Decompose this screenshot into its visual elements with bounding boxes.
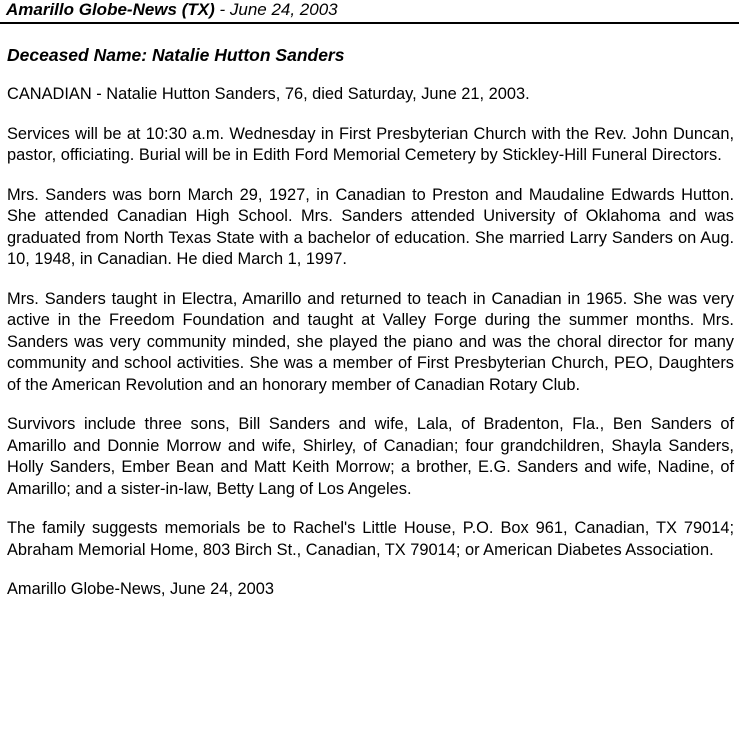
paragraph-services: Services will be at 10:30 a.m. Wednesday in First Presbyterian Church with the Rev. John Duncan, pastor, officiating. Burial will be in Edith Ford Memorial Cemetery by Stickley-Hill Funeral Directors. xyxy=(7,124,734,164)
newspaper-name: Amarillo Globe-News (TX) xyxy=(6,0,215,19)
header-separator: - xyxy=(214,0,230,19)
paragraph-memorials: The family suggests memorials be to Rachel's Little House, P.O. Box 961, Canadian, TX 79014; Abraham Memorial Home, 803 Birch St., Canadian, TX 79014; or American Diabetes Association. xyxy=(7,519,734,559)
paragraph-biography: Mrs. Sanders was born March 29, 1927, in Canadian to Preston and Maudaline Edwards Hutton. She attended Canadian High School. Mrs. Sanders attended University of Oklahoma and was graduated from North Texas State with a bachelor of education. She married Larry Sanders on Aug. 10, 1948, in Canadian. He died March 1, 1997. xyxy=(7,185,734,268)
paragraph-career: Mrs. Sanders taught in Electra, Amarillo and returned to teach in Canadian in 1965. She was very active in the Freedom Foundation and taught at Valley Forge during the summer months. Mrs. Sanders was very community minded, she played the piano and was the choral director for many community and school activities. She was a member of First Presbyterian Church, PEO, Daughters of the American Revolution and an honorary member of Canadian Rotary Club. xyxy=(7,289,734,394)
source-header xyxy=(0,0,739,24)
paragraph-source-credit: Amarillo Globe-News, June 24, 2003 xyxy=(7,580,274,598)
deceased-name-heading: Deceased Name: Natalie Hutton Sanders xyxy=(7,45,345,65)
obituary-article xyxy=(7,44,734,601)
paragraph-death-notice: CANADIAN - Natalie Hutton Sanders, 76, died Saturday, June 21, 2003. xyxy=(7,85,530,103)
paragraph-survivors: Survivors include three sons, Bill Sanders and wife, Lala, of Bradenton, Fla., Ben Sanders of Amarillo and Donnie Morrow and wife, Shirley, of Canadian; four grandchildren, Shayla Sanders, Holly Sanders, Ember Bean and Matt Keith Morrow; a brother, E.G. Sanders and wife, Nadine, of Amarillo; and a sister-in-law, Betty Lang of Los Angeles. xyxy=(7,415,734,498)
publication-date: June 24, 2003 xyxy=(229,0,338,19)
